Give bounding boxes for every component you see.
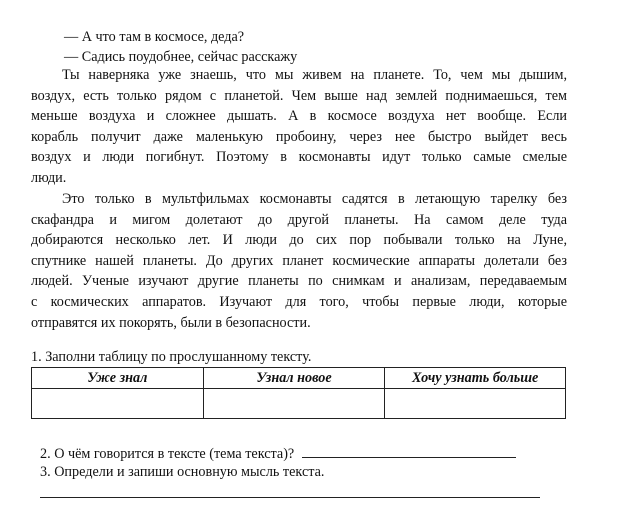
task-2-text: 2. О чём говорится в тексте (тема текста)?: [40, 446, 295, 462]
text-line: воздух, есть только рядом с планетой. Чем выше над землей поднимаешься, тем: [31, 87, 567, 104]
table-row: [32, 389, 566, 419]
paragraph-1: [31, 65, 567, 189]
text-line: людей. Ученые изучают другие планеты по снимкам и анализам, передаваемым: [31, 273, 567, 290]
answer-line[interactable]: [40, 497, 540, 498]
text-line: спутнике нашей планеты. До других планет космические аппараты долетали без: [31, 252, 567, 269]
column-header: Уже знал: [32, 368, 204, 389]
table-cell[interactable]: [385, 389, 566, 419]
text-line: люди.: [31, 169, 67, 186]
table-cell[interactable]: [203, 389, 385, 419]
text-line: добираются несколько лет. И люди до сих пор побывали только на Луне,: [31, 232, 567, 249]
paragraph-2: [31, 189, 567, 333]
text-line: воздух и люди погибнут. Поэтому в космонавты идут только самые смелые: [31, 149, 567, 166]
task-2: [40, 443, 516, 463]
text-line: скафандра и мигом долетают до другой планеты. На самом деле туда: [31, 211, 567, 228]
answer-line[interactable]: [302, 443, 516, 458]
table-header-row: [32, 368, 566, 389]
knowledge-table: [31, 367, 566, 419]
dialog-line: — Садись поудобнее, сейчас расскажу: [64, 49, 298, 65]
dialog: [64, 27, 297, 67]
text-line: меньше воздуха и сложнее дышать. А в космосе воздуха нет вообще. Если: [31, 108, 567, 125]
dialog-line: — А что там в космосе, деда?: [64, 29, 245, 45]
text-line: корабль получит даже маленькую пробоину, через нее быстро выйдет весь: [31, 128, 567, 145]
column-header: Хочу узнать больше: [385, 368, 566, 389]
text-line: Это только в мультфильмах космонавты садятся в летающую тарелку без: [62, 191, 567, 207]
text-line: с космических аппаратов. Изучают для того, чтобы первые люди, которые: [31, 293, 567, 310]
text-line: Ты наверняка уже знаешь, что мы живем на планете. То, чем мы дышим,: [62, 67, 567, 83]
text-line: отправятся их покорять, были в безопасности.: [31, 314, 311, 331]
task-3: 3. Определи и запиши основную мысль текста.: [40, 464, 325, 480]
task-1: 1. Заполни таблицу по прослушанному тексту.: [31, 349, 312, 365]
column-header: Узнал новое: [203, 368, 385, 389]
cut-off-heading: [22, 0, 182, 4]
table-cell[interactable]: [32, 389, 204, 419]
